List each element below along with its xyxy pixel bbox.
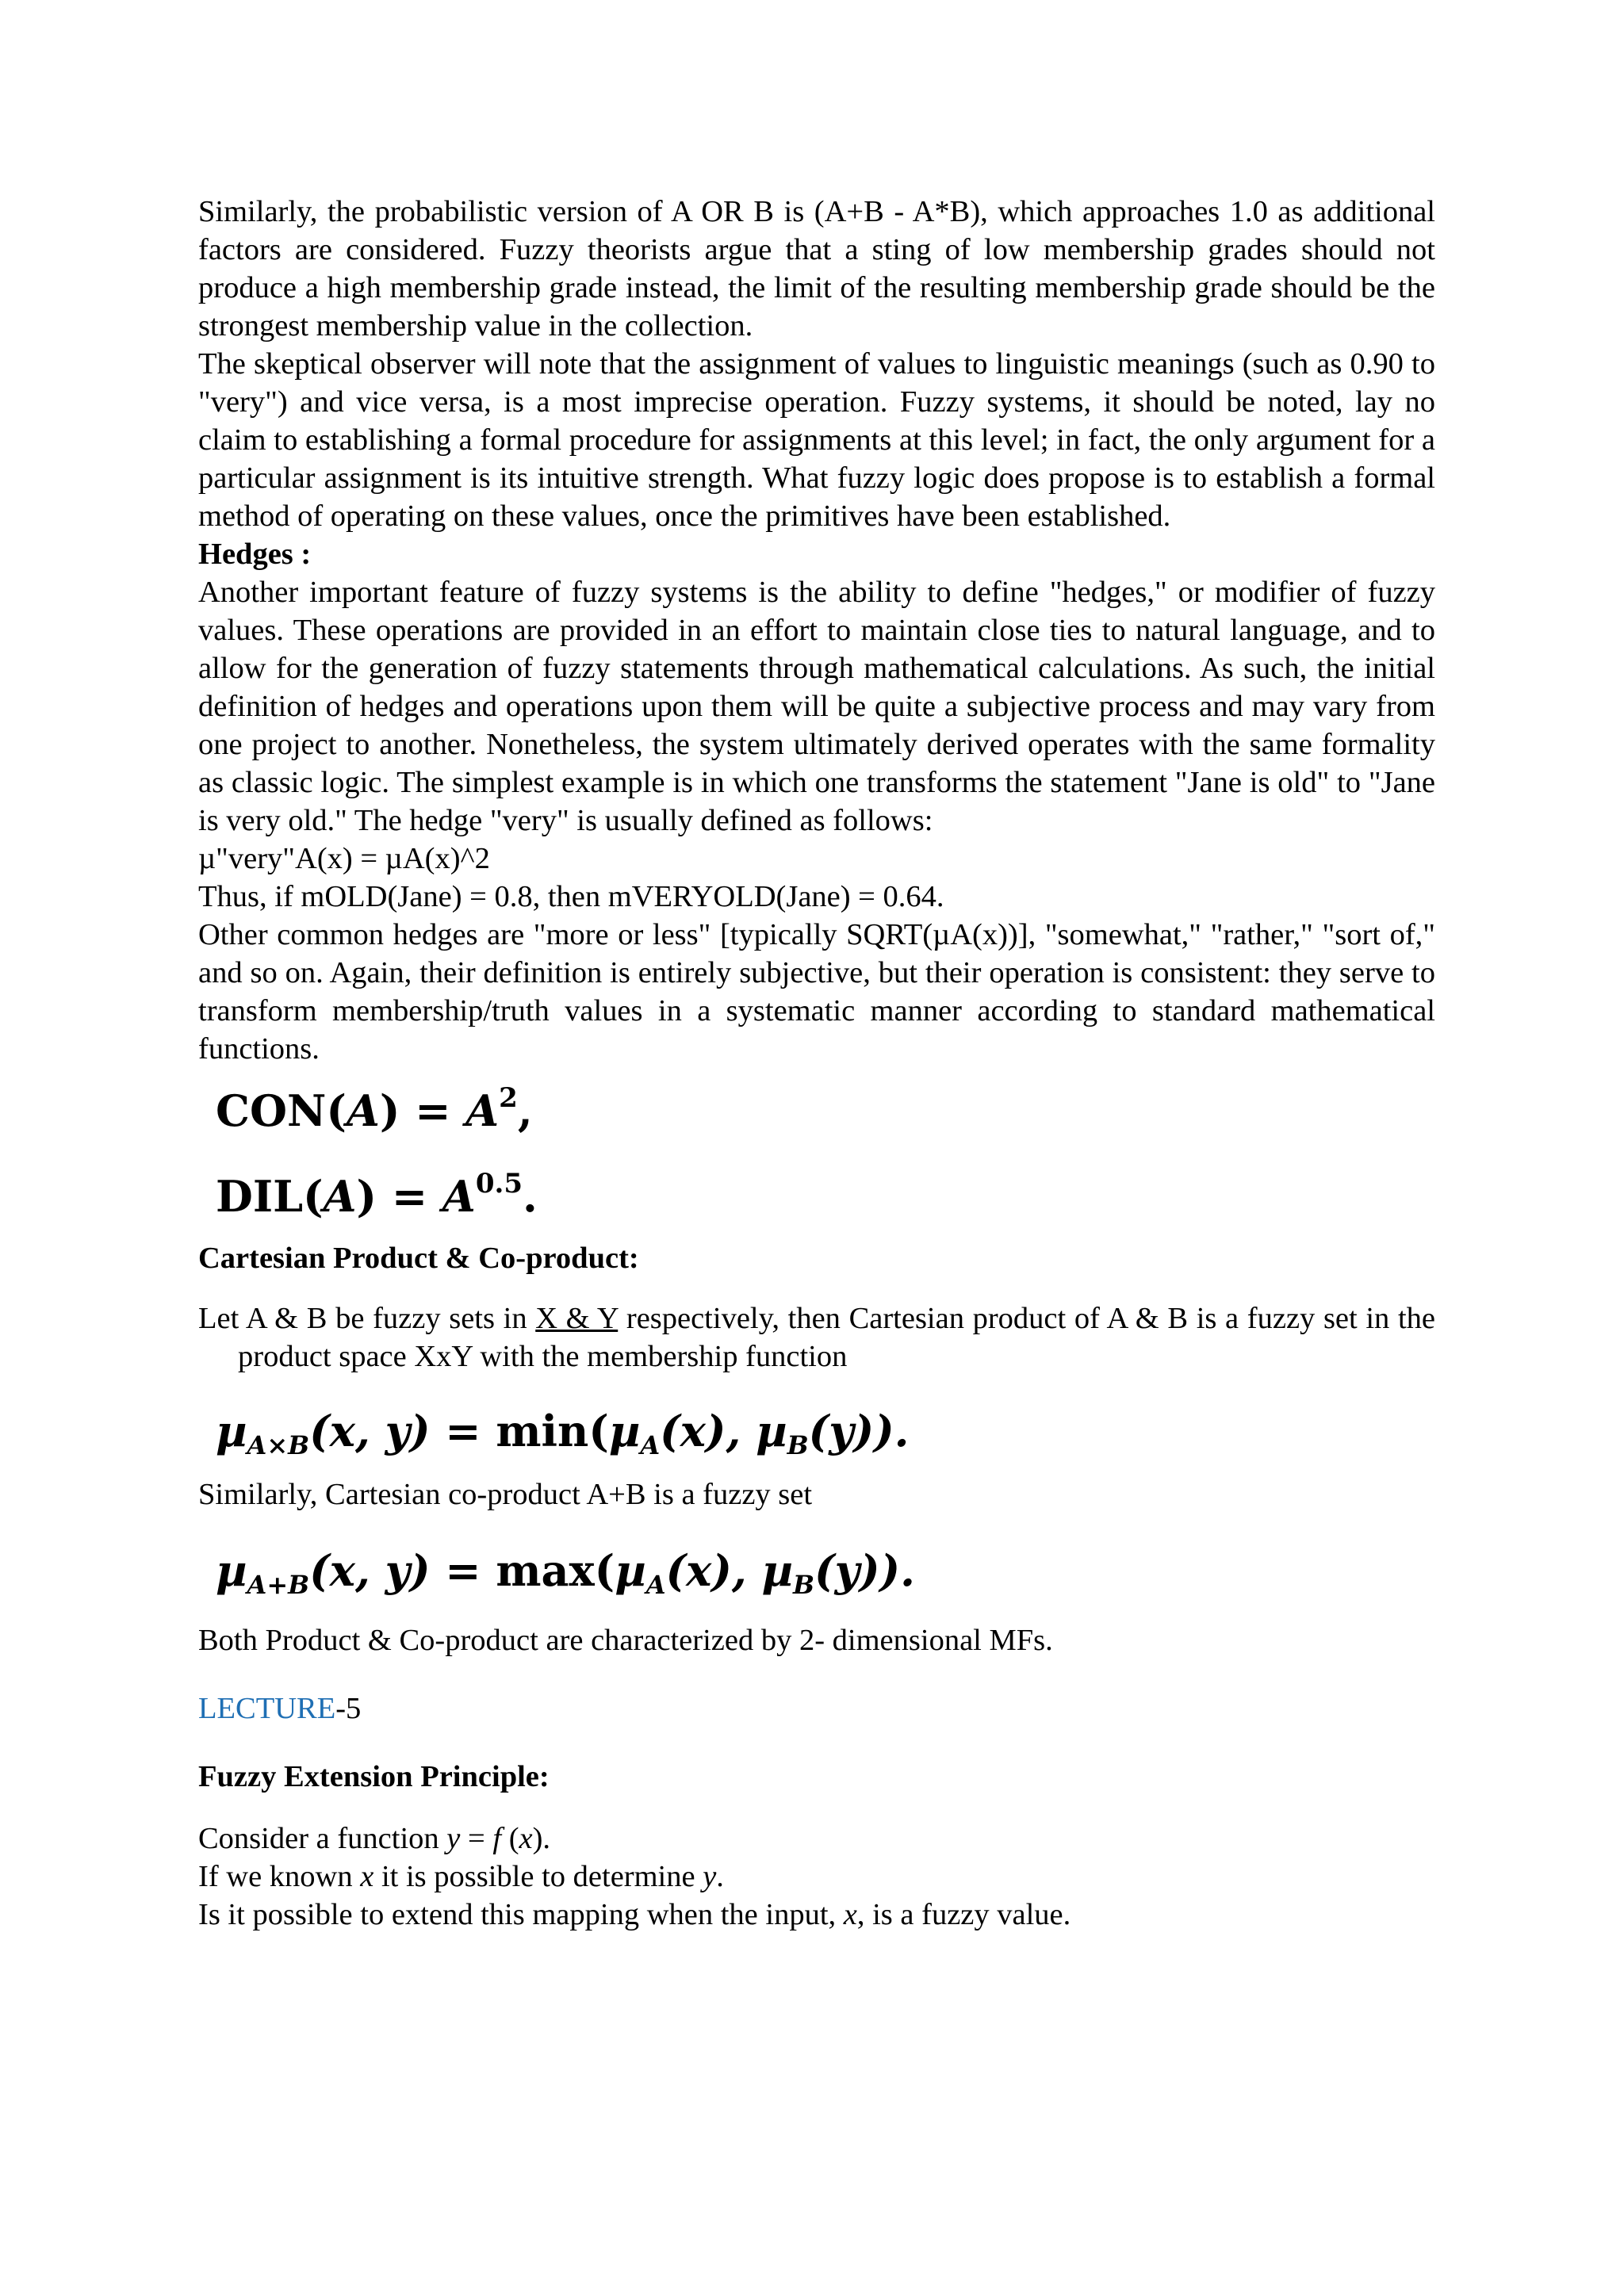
paragraph-cartesian-definition: Let A & B be fuzzy sets in X & Y respectively, then Cartesian product of A & B is a fuzzy set in the product space XxY with the membership function <box>198 1302 1435 1373</box>
underlined-xy: X & Y <box>535 1302 619 1335</box>
lecture-number: -5 <box>335 1692 362 1725</box>
formula-cartesian-product: µ$_{A\times B}$(x, y) = min(µ$_A$(x), µ$_B$(y)). <box>216 1406 910 1460</box>
paragraph-skeptical-observer: The skeptical observer will note that the assignment of values to linguistic meanings (such as 0.90 to "very") and vice versa, is a most imprecise operation. Fuzzy systems, it should be noted, lay no claim to establishing a formal procedure for assignments at this level; in fact, the only argument for a particular assignment is its intuitive strength. What fuzzy logic does propose is to establish a formal method of operating on these values, once the primitives have been established. <box>198 347 1435 533</box>
paragraph-two-dimensional-mfs: Both Product & Co-product are characterized by 2- dimensional MFs. <box>198 1624 1053 1657</box>
heading-cartesian-product: Cartesian Product & Co-product: <box>198 1242 639 1275</box>
paragraph-consider-function: Consider a function y = f (x). <box>198 1822 551 1855</box>
formula-cartesian-coproduct: µ$_{A+B}$(x, y) = max(µ$_A$(x), µ$_B$(y)). <box>216 1545 915 1600</box>
paragraph-mveryold-example: Thus, if mOLD(Jane) = 0.8, then mVERYOLD(Jane) = 0.64. <box>198 880 944 913</box>
document-body <box>198 193 1435 1934</box>
lecture-label: LECTURE <box>198 1692 336 1725</box>
paragraph-extend-mapping: Is it possible to extend this mapping when the input, x, is a fuzzy value. <box>198 1898 1071 1931</box>
paragraph-common-hedges: Other common hedges are "more or less" [typically SQRT(µA(x))], "somewhat," "rather," "sort of," and so on. Again, their definition is entirely subjective, but their operation is consistent: they serve to transform membership/truth values in a systematic manner according to standard mathematical functions. <box>198 918 1435 1066</box>
formula-very-hedge: µ"very"A(x) = µA(x)^2 <box>198 842 490 875</box>
paragraph-probabilistic-or: Similarly, the probabilistic version of A OR B is (A+B - A*B), which approaches 1.0 as additional factors are considered. Fuzzy theorists argue that a sting of low membership grades should not produce a high membership grade instead, the limit of the resulting membership grade should be the strongest membership value in the collection. <box>198 195 1435 342</box>
paragraph-determine-y: If we known x it is possible to determine y. <box>198 1860 724 1893</box>
lecture-heading <box>198 1689 1435 1728</box>
formula-dilation: $DIL(A) = A^{0.5}$. <box>216 1168 538 1222</box>
paragraph-coproduct-intro: Similarly, Cartesian co-product A+B is a fuzzy set <box>198 1478 813 1511</box>
paragraph-hedges-intro: Another important feature of fuzzy systems is the ability to define "hedges," or modifier of fuzzy values. These operations are provided in an effort to maintain close ties to natural language, and to allow for the generation of fuzzy statements through mathematical calculations. As such, the initial definition of hedges and operations upon them will be quite a subjective process and may vary from one project to another. Nonetheless, the system ultimately derived operates with the same formality as classic logic. The simplest example is in which one transforms the statement "Jane is old" to "Jane is very old." The hedge "very" is usually defined as follows: <box>198 576 1435 837</box>
heading-hedges: Hedges : <box>198 538 312 571</box>
formula-concentration: $CON(A) = A^2$, <box>216 1082 533 1136</box>
heading-fuzzy-extension-principle: Fuzzy Extension Principle: <box>198 1760 550 1793</box>
